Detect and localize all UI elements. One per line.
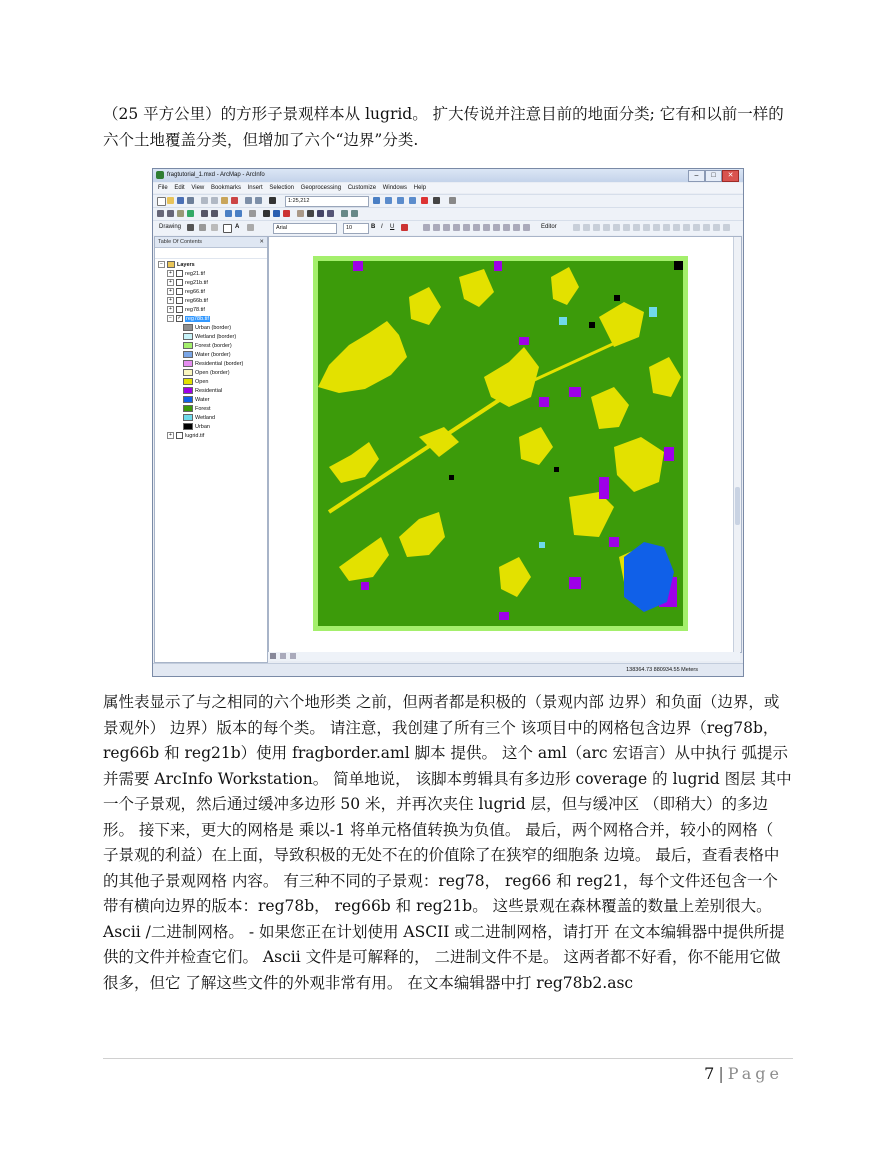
new-document-icon[interactable]	[157, 197, 166, 206]
menu-view[interactable]: View	[191, 185, 205, 191]
layer-name: reg66.tif	[185, 288, 205, 295]
edit-tool-icon[interactable]	[603, 224, 610, 231]
toc-layer-item[interactable]: + reg21.tif	[167, 270, 205, 277]
menu-bar	[153, 183, 743, 193]
edit-tool-icon[interactable]	[703, 224, 710, 231]
edit-vertices-icon[interactable]	[247, 224, 254, 231]
legend-entry: Water	[183, 396, 209, 403]
menu-insert[interactable]: Insert	[247, 185, 263, 191]
close-icon[interactable]: ✕	[259, 239, 264, 245]
toc-layers-root[interactable]: − Layers	[158, 261, 195, 268]
delete-icon[interactable]	[231, 197, 238, 204]
search-window-icon[interactable]	[409, 197, 416, 204]
edit-tool-icon[interactable]	[573, 224, 580, 231]
legend-swatch	[183, 369, 193, 376]
menu-selection[interactable]: Selection	[269, 185, 294, 191]
edit-tool-icon[interactable]	[643, 224, 650, 231]
time-slider-icon[interactable]	[351, 210, 358, 217]
menu-customize[interactable]: Customize	[347, 185, 377, 191]
layer-name: reg21.tif	[185, 270, 205, 277]
copy-icon[interactable]	[211, 197, 218, 204]
paragraph-1: （25 平方公里）的方形子景观样本从 lugrid。 扩大传说并注意目前的地面分类; 它有和以前一样的六个土地覆盖分类，但增加了六个“边界”分类.	[103, 105, 784, 149]
legend-entry: Residential (border)	[183, 360, 243, 367]
cut-icon[interactable]	[201, 197, 208, 204]
menu-edit[interactable]: Edit	[174, 185, 185, 191]
map-vertical-scrollbar[interactable]	[733, 237, 741, 652]
toc-header	[155, 237, 267, 248]
go-back-icon[interactable]	[225, 210, 232, 217]
toc-layer-item[interactable]: + reg66b.tif	[167, 297, 208, 304]
page-separator: |	[718, 1064, 724, 1083]
legend-entry: Residential	[183, 387, 222, 394]
open-icon[interactable]	[167, 197, 174, 204]
window-title: fragtutorial_1.mxd - ArcMap - ArcInfo	[167, 172, 265, 178]
bold-button[interactable]: B	[371, 224, 376, 230]
html-popup-icon[interactable]	[297, 210, 304, 217]
help-icon[interactable]	[449, 197, 456, 204]
rectangle-icon[interactable]	[223, 224, 232, 233]
legend-swatch	[183, 423, 193, 430]
edit-tool-icon[interactable]	[693, 224, 700, 231]
text-tool-icon[interactable]: A	[235, 224, 240, 230]
edit-tool-icon[interactable]	[613, 224, 620, 231]
legend-swatch	[183, 351, 193, 358]
layout-tool-icon[interactable]	[503, 224, 510, 231]
hyperlink-icon[interactable]	[283, 210, 290, 217]
fixed-zoom-in-icon[interactable]	[201, 210, 208, 217]
print-icon[interactable]	[187, 197, 194, 204]
layer-name: reg66b.tif	[185, 297, 208, 304]
legend-entry: Forest	[183, 405, 211, 412]
full-extent-icon[interactable]	[187, 210, 194, 217]
table-of-contents-panel	[154, 236, 268, 663]
legend-swatch	[183, 387, 193, 394]
identify-icon[interactable]	[273, 210, 280, 217]
menu-bookmarks[interactable]: Bookmarks	[210, 185, 241, 191]
font-name-dropdown[interactable]: Arial	[273, 223, 337, 234]
menu-windows[interactable]: Windows	[382, 185, 408, 191]
legend-swatch	[183, 324, 193, 331]
paragraph-2: 属性表显示了与之相同的六个地形类 之前，但两者都是积极的（景观内部 边界）和负面（边界，或景观外） 边界）版本的每个类。 请注意，我创建了所有三个 该项目中的网格包含边界（reg78b， reg66b 和 reg21b）使用 fragborder.aml 脚本 提供。 这个 aml（arc 宏语言）从中执行 弧提示并需要 ArcInfo Workstation。 简单地说， 该脚本剪辑具有多边形 coverage 的 lugrid 图层 其中一个子景观，然后通过缓冲多边形 50 米，并再次夹住 lugrid 层，但与缓冲区 （即稍大）的多边形。 接下来，更大的网格是 乘以-1 将单元格值转换为负值。 最后，两个网格合并，较小的网格（ 子景观的利益）在上面，导致积极的无处不在的价值除了在狭窄的细胞条 边境。 最后，查看表格中的其他子景观网格 内容。 有三种不同的子景观：reg78， reg66 和 reg21，每个文件还包含一个带有横向边界的版本：reg78b， reg66b 和 reg21b。 这些景观在森林覆盖的数量上差别很大。 Ascii /二进制网格。 - 如果您正在计划使用 ASCII 或二进制网格，请打开 在文本编辑器中提供所提供的文件并检查它们。 Ascii 文件是可解释的， 二进制文件不是。 这两者都不好看，你不能用它做很多，但它 了解这些文件的外观非常有用。 在文本编辑器中打 reg78b2.asc	[103, 693, 792, 992]
layers-folder-icon	[167, 261, 175, 268]
find-icon[interactable]	[317, 210, 324, 217]
refresh-icon[interactable]	[290, 653, 296, 659]
legend-swatch	[183, 396, 193, 403]
select-elements-icon[interactable]	[263, 210, 270, 217]
legend-swatch	[183, 360, 193, 367]
menu-file[interactable]: File	[158, 185, 168, 191]
layer-name: reg78b.tif	[186, 315, 209, 322]
redo-icon[interactable]	[255, 197, 262, 204]
route-icon[interactable]	[327, 210, 334, 217]
edit-tool-icon[interactable]	[593, 224, 600, 231]
legend-entry: Open (border)	[183, 369, 230, 376]
layout-tool-icon[interactable]	[443, 224, 450, 231]
undo-icon[interactable]	[245, 197, 252, 204]
measure-icon[interactable]	[307, 210, 314, 217]
add-data-icon[interactable]	[269, 197, 276, 204]
font-color-icon[interactable]	[401, 224, 408, 231]
editor-menu[interactable]: Editor	[541, 224, 557, 230]
toc-toolbar	[155, 248, 267, 259]
font-size-dropdown[interactable]: 10	[343, 223, 369, 234]
edit-tool-icon[interactable]	[673, 224, 680, 231]
layout-tool-icon[interactable]	[463, 224, 470, 231]
toc-title: Table Of Contents	[158, 239, 203, 245]
status-bar	[153, 663, 743, 676]
edit-tool-icon[interactable]	[713, 224, 720, 231]
layout-tool-icon[interactable]	[453, 224, 460, 231]
legend-entry: Forest (border)	[183, 342, 232, 349]
drawing-toolbar	[153, 220, 743, 235]
legend-swatch	[183, 333, 193, 340]
fixed-zoom-out-icon[interactable]	[211, 210, 218, 217]
layer-name: lugrid.tif	[185, 432, 205, 439]
go-forward-icon[interactable]	[235, 210, 242, 217]
page-number: 7	[704, 1064, 715, 1083]
page-footer	[704, 1064, 783, 1083]
layout-tool-icon[interactable]	[493, 224, 500, 231]
edit-tool-icon[interactable]	[633, 224, 640, 231]
legend-entry: Wetland (border)	[183, 333, 236, 340]
window-titlebar	[153, 169, 743, 182]
select-elements-icon[interactable]	[187, 224, 194, 231]
legend-swatch	[183, 378, 193, 385]
map-bottom-toolbar	[268, 652, 740, 661]
edit-tool-icon[interactable]	[583, 224, 590, 231]
arctoolbox-icon[interactable]	[421, 197, 428, 204]
zoom-in-icon[interactable]	[157, 210, 164, 217]
legend-entry: Wetland	[183, 414, 215, 421]
layout-view-icon[interactable]	[280, 653, 286, 659]
layer-name: reg21b.tif	[185, 279, 208, 286]
toc-layer-item[interactable]: + lugrid.tif	[167, 432, 204, 439]
layout-tool-icon[interactable]	[473, 224, 480, 231]
paste-icon[interactable]	[221, 197, 228, 204]
edit-tool-icon[interactable]	[723, 224, 730, 231]
legend-entry: Water (border)	[183, 351, 231, 358]
underline-button[interactable]: U	[390, 224, 395, 230]
drawing-menu[interactable]: Drawing	[159, 224, 182, 230]
edit-tool-icon[interactable]	[623, 224, 630, 231]
data-view-icon[interactable]	[270, 653, 276, 659]
rotate-icon[interactable]	[199, 224, 206, 231]
arcmap-screenshot	[152, 168, 744, 677]
save-icon[interactable]	[177, 197, 184, 204]
select-features-icon[interactable]	[249, 210, 256, 217]
layout-tool-icon[interactable]	[483, 224, 490, 231]
footer-divider	[103, 1058, 793, 1059]
scale-dropdown[interactable]: 1:25,212	[285, 196, 369, 207]
python-window-icon[interactable]	[433, 197, 440, 204]
coordinate-readout: 138364.73 880934.55 Meters	[626, 667, 698, 673]
legend-entry: Open	[183, 378, 208, 385]
layout-tool-icon[interactable]	[523, 224, 530, 231]
goto-xy-icon[interactable]	[341, 210, 348, 217]
arcmap-app-icon	[156, 171, 164, 179]
menu-geoprocessing[interactable]: Geoprocessing	[300, 185, 342, 191]
maximize-icon[interactable]: □	[705, 170, 722, 182]
zoom-to-elements-icon[interactable]	[211, 224, 218, 231]
standard-toolbar	[153, 194, 743, 207]
pan-icon[interactable]	[177, 210, 184, 217]
legend-swatch	[183, 342, 193, 349]
legend-entry: Urban (border)	[183, 324, 231, 331]
editor-toolbar-icon[interactable]	[373, 197, 380, 204]
menu-help[interactable]: Help	[413, 185, 427, 191]
layer-name: reg78.tif	[185, 306, 205, 313]
zoom-out-icon[interactable]	[167, 210, 174, 217]
legend-swatch	[183, 414, 193, 421]
edit-tool-icon[interactable]	[663, 224, 670, 231]
close-icon[interactable]: ✕	[722, 170, 739, 182]
legend-swatch	[183, 405, 193, 412]
toc-layer-item[interactable]: + reg66.tif	[167, 288, 205, 295]
page-label: Page	[727, 1064, 783, 1083]
layout-tool-icon[interactable]	[433, 224, 440, 231]
scroll-thumb[interactable]	[735, 487, 740, 525]
catalog-window-icon[interactable]	[397, 197, 404, 204]
italic-button[interactable]: I	[381, 224, 383, 230]
layout-tool-icon[interactable]	[423, 224, 430, 231]
layout-tool-icon[interactable]	[513, 224, 520, 231]
land-cover-raster	[269, 237, 741, 652]
toc-layer-item[interactable]: + reg78.tif	[167, 306, 205, 313]
toc-window-icon[interactable]	[385, 197, 392, 204]
legend-entry: Urban	[183, 423, 210, 430]
toc-layer-item[interactable]: + reg21b.tif	[167, 279, 208, 286]
minimize-icon[interactable]: –	[688, 170, 705, 182]
edit-tool-icon[interactable]	[653, 224, 660, 231]
tools-toolbar	[153, 207, 743, 220]
toc-layer-item-selected[interactable]: − ✓ reg78b.tif	[167, 315, 210, 322]
edit-tool-icon[interactable]	[683, 224, 690, 231]
map-view[interactable]	[268, 236, 742, 653]
